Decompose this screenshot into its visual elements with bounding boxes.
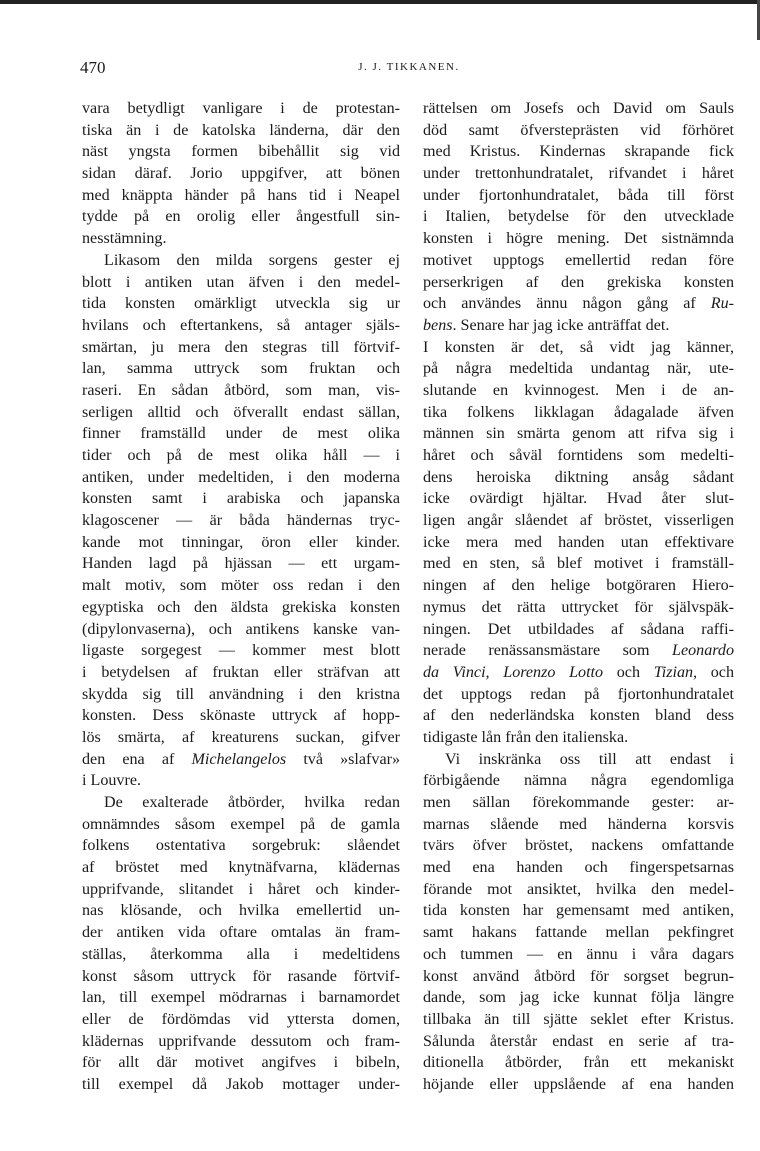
text-line: lan, samma uttryck som fruktan och [82, 360, 400, 378]
page-number: 470 [80, 58, 106, 77]
text-line: der antiken vida oftare omtalas än fram- [82, 924, 400, 942]
text-fragment: nerade renässansmästare som [423, 642, 672, 660]
text-line: Vi inskränka oss till att endast i [445, 750, 734, 768]
left-column [82, 98, 400, 1096]
text-line: konsten. Dess skönaste uttryck af hopp- [82, 707, 400, 725]
scan-edge-top [0, 0, 760, 4]
text-line: konsten i högre mening. Det sistnämnda [423, 230, 734, 248]
text-line: ställas, återkomma alla i medeltidens [82, 945, 400, 963]
text-line: finner framställd under de mest olika [82, 425, 400, 443]
text-line: upprifvande, slitandet i håret och kinder- [82, 880, 400, 898]
text-line: dande, som jag icke kunnat följa längre [423, 989, 734, 1007]
text-line: tika folkens likklagan ådagalade äfven [423, 403, 734, 421]
text-line: perserkrigen af den grekiska konsten [423, 273, 734, 291]
text-line: smärtan, ju mera den stegras till förtvif- [82, 338, 400, 356]
text-line: Likasom den milda sorgens gester ej [104, 251, 400, 269]
italic-name: Leonardo [672, 642, 734, 660]
text-line: i Italien, betydelse för den utvecklade [423, 208, 734, 226]
text-line: nas klösande, och hvilka emellertid un- [82, 902, 400, 920]
text-fragment: och [697, 663, 734, 681]
text-line: med knäppta händer på hans tid i Neapel [82, 186, 400, 204]
text-line [423, 315, 734, 337]
italic-name: Michelangelos [191, 750, 287, 768]
text-line: folkens ostentativa sorgebruk: slåendet [82, 837, 400, 855]
text-line: tider och på de mest olika håll — i [82, 447, 400, 464]
text-line: ditionella åtbörder, från ett mekaniskt [423, 1054, 734, 1072]
text-line: af bröstet med knytnäfvarna, klädernas [82, 859, 400, 877]
text-line: nymus det rätta uttrycket för självspäk- [423, 598, 734, 616]
text-line: klagoscener — är båda händernas tryc- [82, 512, 400, 530]
text-line: förbigående nämna några egendomliga [423, 772, 734, 790]
text-line: tida konsten har gemensamt med antiken, [423, 902, 734, 920]
text-line: eller de fördömdas vid yttersta domen, [82, 1010, 400, 1028]
text-line: för allt där motivet angifves i bibeln, [82, 1054, 400, 1072]
text-line: blott i antiken utan äfven i den medel- [82, 273, 400, 291]
text-line: tida konsten omärkligt utveckla sig ur [82, 295, 400, 313]
text-line: konsten samt i arabiska och japanska [82, 490, 400, 508]
text-line: marnas slående med händerna korsvis [423, 815, 734, 833]
text-line: De exalterade åtbörder, hvilka redan [104, 794, 400, 811]
text-line: med Kristus. Kindernas skrapande fick [423, 143, 734, 161]
text-line: konst använd åtbörd för sorgset begrun- [423, 967, 734, 985]
text-line: under trettonhundratalet, rifvandet i håret [423, 165, 734, 183]
text-line: männen sin smärta genom att rifva sig i [423, 425, 734, 443]
text-line: höjande eller uppslående af ena handen [423, 1075, 734, 1093]
text-line: med en sten, så blef motivet i framställ- [423, 555, 734, 573]
text-line: egyptiska och den äldsta grekiska konsten [82, 598, 400, 616]
text-line: hvilans och eftertankens, så antager själs- [82, 316, 400, 334]
text-line [82, 749, 400, 771]
text-line: icke ovärdigt hjältar. Hvad åter slut- [423, 490, 734, 508]
text-line: serligen alltid och öfverallt endast sällan, [82, 403, 400, 421]
text-line: tillbaka än till sjätte seklet efter Kristus. [423, 1010, 734, 1028]
text-line: slutande en kvinnogest. Men i de an- [423, 381, 734, 399]
text-line: nesstämning. [82, 230, 167, 248]
text-line: omnämndes såsom exempel på de gamla [82, 815, 400, 833]
text-line: Sålunda återstår endast en serie af tra- [423, 1032, 734, 1050]
text-line: icke mera med handen utan effektivare [423, 533, 734, 551]
text-line: tiska än i de katolska länderna, där den [82, 121, 400, 139]
text-line: det upptogs redan på fjortonhundratalet [423, 685, 734, 703]
text-line: i Louvre. [82, 772, 141, 790]
text-line: på några medeltida undantag när, ute- [423, 360, 734, 378]
italic-name: da Vinci, Lorenzo Lotto [423, 663, 604, 681]
text-line [423, 640, 734, 662]
text-line: under fjortonhundratalet, båda till först [423, 186, 734, 204]
text-line: och tummen — en ännu i våra dagars [423, 945, 734, 963]
text-line: I konsten är det, så vidt jag känner, [423, 338, 734, 356]
text-line: raseri. En sådan åtbörd, som man, vis- [82, 381, 400, 399]
text-fragment: . Senare har jag icke anträffat det. [452, 316, 670, 334]
text-line: antiken, under medeltiden, i den moderna [82, 468, 400, 486]
text-line: skydda sig till användning i den kristna [82, 685, 400, 703]
text-line: håret och såväl forntidens som medelti- [423, 447, 734, 464]
text-line: men sällan förekommande gester: ar- [423, 794, 734, 811]
text-line: i betydelsen af fruktan eller sträfvan att [82, 663, 400, 681]
text-line [423, 293, 734, 315]
text-line: sidan däraf. Jorio uppgifver, att bönen [82, 165, 400, 183]
text-line: klädernas upprifvande dessutom och fram- [82, 1032, 400, 1050]
italic-name: bens [423, 316, 453, 334]
right-column [423, 98, 734, 1096]
italic-name: Tizian, [653, 663, 698, 681]
text-line: Handen lagd på hjässan — ett urgam- [82, 555, 400, 573]
text-line: ningen af den helige botgöraren Hiero- [423, 577, 734, 595]
text-line: motivet upptogs emellertid redan före [423, 251, 734, 269]
italic-name: Ru- [710, 295, 734, 313]
text-line: ligen angår slåendet af bröstet, visserligen [423, 512, 734, 530]
text-line: med ena handen och fingerspetsarnas [423, 859, 734, 877]
text-line: tydde på en orolig eller ångestfull sin- [82, 208, 400, 226]
text-line: ningen. Det utbildades af sådana raffi- [423, 620, 734, 638]
text-line: lan, till exempel mödrarnas i barnamordet [82, 989, 400, 1007]
text-line: förande mot ansiktet, hvilka den medel- [423, 880, 734, 898]
text-line: af den nederländska konsten bland dess [423, 707, 734, 725]
page-header [80, 58, 738, 82]
text-line: rättelsen om Josefs och David om Sauls [423, 100, 734, 117]
text-line: lös smärta, af kreaturens suckan, gifver [82, 728, 400, 746]
text-line: till exempel då Jakob mottager under- [82, 1075, 400, 1093]
text-line: dens heroiska diktning ansåg sådant [423, 468, 734, 486]
text-line: malt motiv, som möter oss redan i den [82, 577, 400, 595]
running-head: J. J. TIKKANEN. [358, 61, 460, 73]
text-line: ligaste sorgegest — kommer mest blott [82, 642, 400, 660]
text-line: samt hakans fattande mellan pekfingret [423, 924, 734, 942]
text-fragment: och [603, 663, 654, 681]
text-line: konst såsom uttryck för rasande förtvif- [82, 967, 400, 985]
text-line: vara betydligt vanligare i de protestan- [82, 100, 400, 117]
text-fragment: den ena af [82, 750, 192, 768]
text-fragment: och användes ännu någon gång af [423, 295, 711, 313]
text-fragment: två »slafvar» [286, 750, 400, 768]
text-line: kande mot tinningar, öron eller kinder. [82, 533, 400, 551]
text-line: (dipylonvaserna), och antikens kanske van- [82, 620, 400, 638]
text-line: tvärs öfver bröstet, nackens omfattande [423, 837, 734, 855]
text-line: tidigaste lån från den italienska. [423, 728, 629, 746]
text-line [423, 662, 734, 684]
text-line: död samt öfversteprästen vid förhöret [423, 121, 734, 139]
text-line: näst yngsta formen bibehållit sig vid [82, 143, 400, 161]
